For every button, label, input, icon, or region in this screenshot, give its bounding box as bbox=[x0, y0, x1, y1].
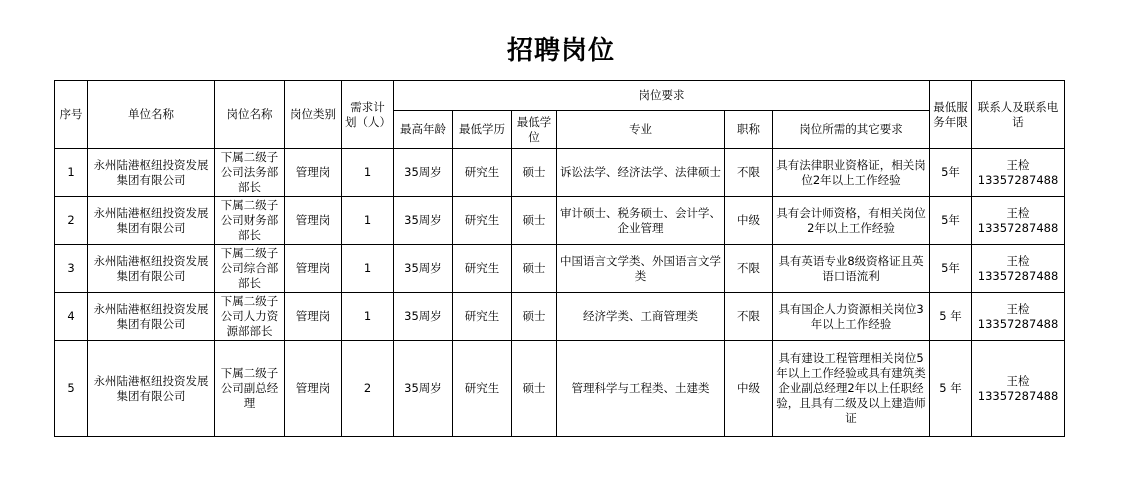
header-plan: 需求计划（人） bbox=[342, 81, 394, 149]
cell-major: 经济学类、工商管理类 bbox=[557, 293, 725, 341]
cell-min-degree: 硕士 bbox=[512, 149, 557, 197]
cell-title-rank: 中级 bbox=[725, 197, 773, 245]
header-max-age: 最高年龄 bbox=[394, 111, 453, 149]
cell-service: 5年 bbox=[930, 149, 972, 197]
header-other: 岗位所需的其它要求 bbox=[773, 111, 930, 149]
cell-position: 下属二级子公司财务部部长 bbox=[215, 197, 285, 245]
recruitment-table bbox=[54, 80, 1065, 437]
cell-min-edu: 研究生 bbox=[453, 149, 512, 197]
contact-phone: 13357287488 bbox=[977, 316, 1059, 331]
header-category: 岗位类别 bbox=[285, 81, 342, 149]
cell-other: 具有法律职业资格证，相关岗位2年以上工作经验 bbox=[773, 149, 930, 197]
cell-category: 管理岗 bbox=[285, 197, 342, 245]
cell-unit: 永州陆港枢纽投资发展集团有限公司 bbox=[88, 341, 215, 437]
cell-service: 5年 bbox=[930, 245, 972, 293]
table-row bbox=[55, 197, 1065, 245]
cell-min-edu: 研究生 bbox=[453, 245, 512, 293]
cell-min-degree: 硕士 bbox=[512, 245, 557, 293]
cell-position: 下属二级子公司综合部部长 bbox=[215, 245, 285, 293]
cell-contact bbox=[972, 197, 1065, 245]
cell-min-edu: 研究生 bbox=[453, 293, 512, 341]
cell-seq: 5 bbox=[55, 341, 88, 437]
header-min-edu: 最低学历 bbox=[453, 111, 512, 149]
contact-phone: 13357287488 bbox=[977, 172, 1059, 187]
contact-name: 王检 bbox=[1006, 301, 1030, 316]
header-service: 最低服务年限 bbox=[930, 81, 972, 149]
cell-title-rank: 不限 bbox=[725, 293, 773, 341]
cell-plan: 1 bbox=[342, 149, 394, 197]
cell-unit: 永州陆港枢纽投资发展集团有限公司 bbox=[88, 197, 215, 245]
cell-seq: 1 bbox=[55, 149, 88, 197]
header-major: 专业 bbox=[557, 111, 725, 149]
cell-unit: 永州陆港枢纽投资发展集团有限公司 bbox=[88, 245, 215, 293]
cell-contact bbox=[972, 293, 1065, 341]
page-title: 招聘岗位 bbox=[506, 36, 615, 66]
cell-service: 5 年 bbox=[930, 293, 972, 341]
contact-name: 王检 bbox=[1006, 205, 1030, 220]
cell-contact bbox=[972, 245, 1065, 293]
cell-plan: 1 bbox=[342, 293, 394, 341]
contact-name: 王检 bbox=[1006, 157, 1030, 172]
cell-other: 具有会计师资格，有相关岗位2年以上工作经验 bbox=[773, 197, 930, 245]
cell-title-rank: 不限 bbox=[725, 245, 773, 293]
cell-seq: 4 bbox=[55, 293, 88, 341]
cell-category: 管理岗 bbox=[285, 245, 342, 293]
cell-min-edu: 研究生 bbox=[453, 341, 512, 437]
cell-seq: 3 bbox=[55, 245, 88, 293]
cell-min-degree: 硕士 bbox=[512, 197, 557, 245]
cell-other: 具有国企人力资源相关岗位3年以上工作经验 bbox=[773, 293, 930, 341]
cell-category: 管理岗 bbox=[285, 293, 342, 341]
cell-service: 5年 bbox=[930, 197, 972, 245]
cell-plan: 2 bbox=[342, 341, 394, 437]
header-requirements: 岗位要求 bbox=[394, 81, 930, 111]
cell-max-age: 35周岁 bbox=[394, 197, 453, 245]
cell-title-rank: 中级 bbox=[725, 341, 773, 437]
header-row-1 bbox=[55, 81, 1065, 111]
contact-name: 王检 bbox=[1006, 373, 1030, 388]
cell-other: 具有英语专业8级资格证且英语口语流利 bbox=[773, 245, 930, 293]
cell-plan: 1 bbox=[342, 245, 394, 293]
table-row bbox=[55, 293, 1065, 341]
table-row bbox=[55, 245, 1065, 293]
cell-category: 管理岗 bbox=[285, 341, 342, 437]
header-title-rank: 职称 bbox=[725, 111, 773, 149]
cell-max-age: 35周岁 bbox=[394, 245, 453, 293]
cell-seq: 2 bbox=[55, 197, 88, 245]
table-row bbox=[55, 149, 1065, 197]
cell-major: 诉讼法学、经济法学、法律硕士 bbox=[557, 149, 725, 197]
header-position: 岗位名称 bbox=[215, 81, 285, 149]
cell-unit: 永州陆港枢纽投资发展集团有限公司 bbox=[88, 293, 215, 341]
header-unit: 单位名称 bbox=[88, 81, 215, 149]
cell-unit: 永州陆港枢纽投资发展集团有限公司 bbox=[88, 149, 215, 197]
cell-min-degree: 硕士 bbox=[512, 293, 557, 341]
cell-position: 下属二级子公司副总经理 bbox=[215, 341, 285, 437]
table-row bbox=[55, 341, 1065, 437]
contact-phone: 13357287488 bbox=[977, 268, 1059, 283]
cell-major: 中国语言文学类、外国语言文学类 bbox=[557, 245, 725, 293]
cell-major: 管理科学与工程类、土建类 bbox=[557, 341, 725, 437]
cell-title-rank: 不限 bbox=[725, 149, 773, 197]
cell-service: 5 年 bbox=[930, 341, 972, 437]
contact-phone: 13357287488 bbox=[977, 388, 1059, 403]
cell-major: 审计硕士、税务硕士、会计学、企业管理 bbox=[557, 197, 725, 245]
cell-position: 下属二级子公司法务部部长 bbox=[215, 149, 285, 197]
cell-contact bbox=[972, 149, 1065, 197]
header-contact: 联系人及联系电话 bbox=[972, 81, 1065, 149]
cell-min-degree: 硕士 bbox=[512, 341, 557, 437]
contact-phone: 13357287488 bbox=[977, 220, 1059, 235]
contact-name: 王检 bbox=[1006, 253, 1030, 268]
cell-max-age: 35周岁 bbox=[394, 149, 453, 197]
cell-position: 下属二级子公司人力资源部部长 bbox=[215, 293, 285, 341]
cell-max-age: 35周岁 bbox=[394, 341, 453, 437]
cell-min-edu: 研究生 bbox=[453, 197, 512, 245]
header-min-degree: 最低学位 bbox=[512, 111, 557, 149]
cell-plan: 1 bbox=[342, 197, 394, 245]
cell-category: 管理岗 bbox=[285, 149, 342, 197]
cell-max-age: 35周岁 bbox=[394, 293, 453, 341]
header-seq: 序号 bbox=[55, 81, 88, 149]
cell-contact bbox=[972, 341, 1065, 437]
cell-other: 具有建设工程管理相关岗位5年以上工作经验或具有建筑类企业副总经理2年以上任职经验，且具有二级及以上建造师证 bbox=[773, 341, 930, 437]
